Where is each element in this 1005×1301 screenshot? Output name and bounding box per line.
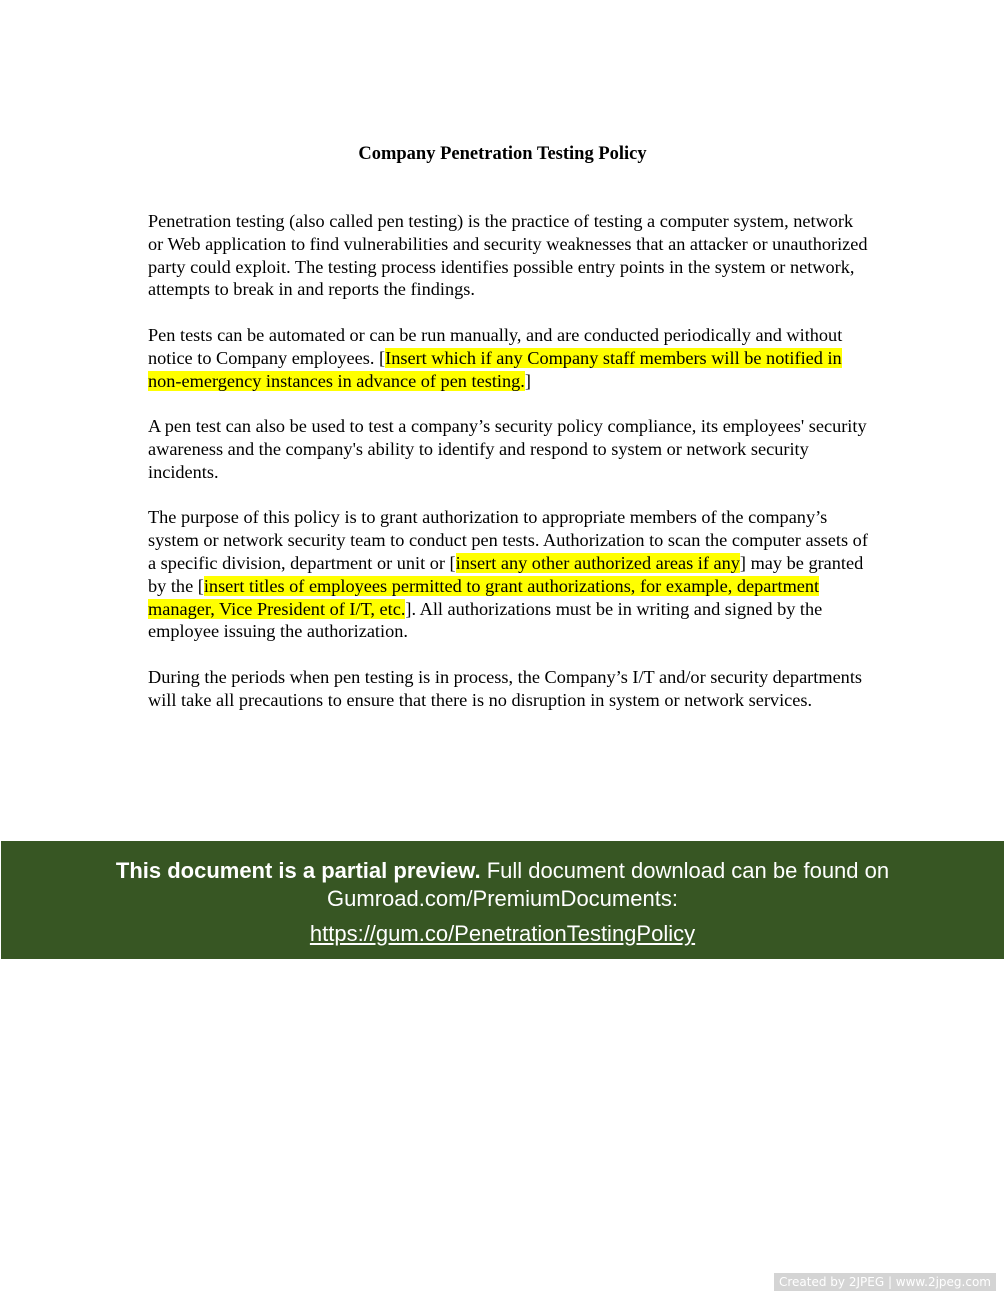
paragraph-text: ] may be granted by the [	[148, 552, 864, 596]
banner-line-1	[1, 858, 1004, 884]
paragraph-purpose	[148, 506, 868, 643]
paragraph-text: The purpose of this policy is to grant authorization to appropriate members of the company’s system or network security team to conduct pen tests. Authorization to scan the computer assets of a specific division, department or unit or [	[148, 507, 868, 573]
download-link[interactable]: https://gum.co/PenetrationTestingPolicy	[309, 921, 696, 946]
preview-banner	[1, 841, 1004, 959]
banner-bold-text: This document is a partial preview.	[115, 858, 481, 883]
highlighted-placeholder: insert titles of employees permitted to grant authorizations, for example, department manager, Vice President of I/T, etc.	[148, 575, 820, 619]
paragraph-precautions: During the periods when pen testing is in process, the Company’s I/T and/or security departments will take all precautions to ensure that there is no disruption in system or network services.	[148, 666, 863, 710]
paragraph-compliance: A pen test can also be used to test a company’s security policy compliance, its employees' security awareness and the company's ability to identify and respond to system or network security incidents.	[148, 416, 867, 482]
banner-line-2: Gumroad.com/PremiumDocuments:	[327, 886, 678, 911]
watermark: Created by 2JPEG | www.2jpeg.com	[774, 1273, 996, 1291]
document-body	[148, 210, 868, 734]
banner-text: Full document download can be found on	[480, 858, 890, 883]
paragraph-text: ]	[524, 370, 531, 391]
page-title: Company Penetration Testing Policy	[358, 144, 647, 164]
highlighted-placeholder: Insert which if any Company staff members will be notified in non-emergency instances in advance of pen testing.	[148, 347, 842, 391]
paragraph-text: Pen tests can be automated or can be run manually, and are conducted periodically and without notice to Company employees. [	[148, 324, 843, 368]
paragraph-intro: Penetration testing (also called pen testing) is the practice of testing a computer system, network or Web application to find vulnerabilities and security weaknesses that an attacker or unauthorized party could exploit. The testing process identifies possible entry points in the system or network, attempts to break in and reports the findings.	[148, 211, 868, 300]
paragraph-pen-tests	[148, 324, 868, 392]
paragraph-text: ]. All authorizations must be in writing and signed by the employee issuing the authorization.	[148, 598, 823, 642]
highlighted-placeholder: insert any other authorized areas if any	[455, 552, 740, 573]
